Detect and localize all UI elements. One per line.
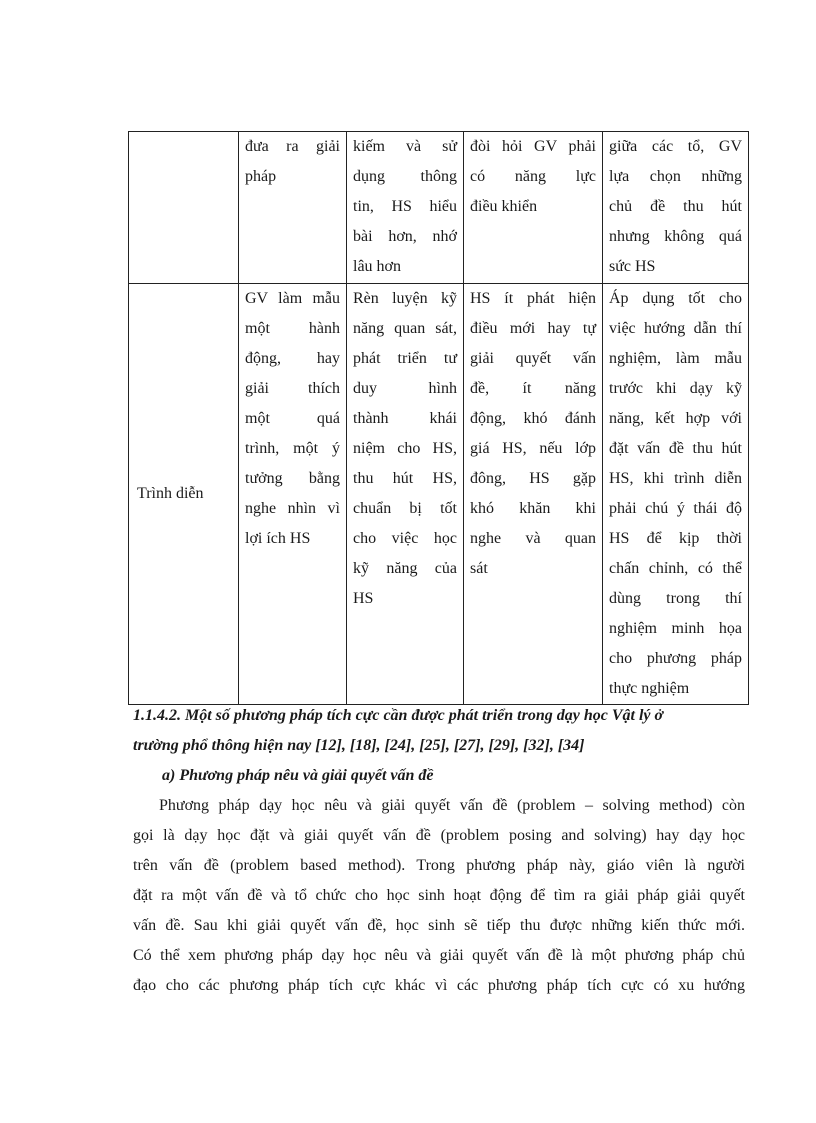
cell-line: đưa ra giải <box>245 138 340 155</box>
cell-line: lâu hơn <box>353 258 402 275</box>
cell-line: niệm cho HS, <box>353 440 457 457</box>
cell-line: Rèn luyện kỹ <box>353 290 457 307</box>
cell-line: giữa các tổ, GV <box>609 138 742 155</box>
cell-line: kỹ năng của <box>353 560 457 577</box>
cell-line: GV làm mẫu <box>245 290 340 307</box>
cell-line: nhưng không quá <box>609 228 742 245</box>
cell-line: HS <box>353 590 374 607</box>
cell-line: năng, kết hợp với <box>609 410 742 427</box>
section-heading-line: 1.1.4.2. Một số phương pháp tích cực cần được phát triển trong dạy học Vật lý ở <box>133 707 664 724</box>
method-name-cell: Trình diễn <box>129 284 239 705</box>
cell-line: lợi ích HS <box>245 530 311 547</box>
cell-line: nghiệm minh họa <box>609 620 742 637</box>
cell-line: phải chú ý thái độ <box>609 500 742 517</box>
table-cell <box>464 284 603 705</box>
cell-line: HS, khi trình diễn <box>609 470 742 487</box>
cell-line: động, hay <box>245 350 340 367</box>
cell-line: duy hình <box>353 380 457 397</box>
cell-line: điều khiển <box>470 198 538 215</box>
cell-line: kiếm và sử <box>353 138 457 155</box>
cell-line: trước khi dạy kỹ <box>609 380 742 397</box>
table-row <box>129 284 749 705</box>
table-cell <box>347 132 464 284</box>
paragraph-line: đạo cho các phương pháp tích cực khác vì các phương pháp tích cực có xu hướng <box>133 977 745 994</box>
cell-line: dùng trong thí <box>609 590 742 607</box>
cell-line: cho phương pháp <box>609 650 742 667</box>
cell-line: một hành <box>245 320 340 337</box>
cell-line: chuẩn bị tốt <box>353 500 457 517</box>
cell-line: giá HS, nếu lớp <box>470 440 596 457</box>
cell-line: HS để kịp thời <box>609 530 742 547</box>
cell-line: việc hướng dẫn thí <box>609 320 742 337</box>
methods-table <box>128 131 749 705</box>
cell-line: nghe nhìn vì <box>245 500 340 517</box>
cell-line: sát <box>470 560 488 577</box>
cell-line: chủ đề thu hút <box>609 198 742 215</box>
paragraph-line: Có thể xem phương pháp dạy học nêu và giải quyết vấn đề là một phương pháp chủ <box>133 947 745 964</box>
cell-line: trình, một ý <box>245 440 340 457</box>
cell-line: giải thích <box>245 380 340 397</box>
cell-line: nghe và quan <box>470 530 596 547</box>
table-cell <box>464 132 603 284</box>
cell-line: đòi hỏi GV phải <box>470 138 596 155</box>
cell-line: đông, HS gặp <box>470 470 596 487</box>
paragraph-line: trên vấn đề (problem based method). Trong phương pháp này, giáo viên là người <box>133 857 745 874</box>
cell-line: điều mới hay tự <box>470 320 596 337</box>
cell-line: pháp <box>245 168 277 185</box>
subsection-heading: a) Phương pháp nêu và giải quyết vấn đề <box>162 767 434 784</box>
paragraph-line: Phương pháp dạy học nêu và giải quyết vấn đề (problem – solving method) còn <box>159 797 745 814</box>
cell-line: sức HS <box>609 258 656 275</box>
paragraph-line: gọi là dạy học đặt và giải quyết vấn đề (problem posing and solving) hay dạy học <box>133 827 745 844</box>
table-cell <box>603 132 749 284</box>
table-cell <box>347 284 464 705</box>
cell-line: nghiệm, làm mẫu <box>609 350 742 367</box>
cell-line: đề, ít năng <box>470 380 596 397</box>
cell-line: có năng lực <box>470 168 596 185</box>
cell-line: phát triển tư <box>353 350 457 367</box>
cell-line: tưởng bằng <box>245 470 340 487</box>
method-name-cell <box>129 132 239 284</box>
cell-line: thành khái <box>353 410 457 427</box>
cell-line: chấn chỉnh, có thể <box>609 560 742 577</box>
cell-line: thu hút HS, <box>353 470 457 487</box>
table-row <box>129 132 749 284</box>
cell-line: dụng thông <box>353 168 457 185</box>
cell-line: đặt vấn đề thu hút <box>609 440 742 457</box>
cell-line: một quá <box>245 410 340 427</box>
cell-line: năng quan sát, <box>353 320 457 337</box>
section-heading-line: trường phổ thông hiện nay [12], [18], [24], [25], [27], [29], [32], [34] <box>133 737 585 754</box>
table-cell <box>239 132 347 284</box>
cell-line: động, khó đánh <box>470 410 596 427</box>
cell-line: thực nghiệm <box>609 680 690 697</box>
section-heading <box>133 701 745 761</box>
cell-line: cho việc học <box>353 530 457 547</box>
table-cell <box>239 284 347 705</box>
cell-line: HS ít phát hiện <box>470 290 596 307</box>
cell-line: giải quyết vấn <box>470 350 596 367</box>
paragraph-line: đặt ra một vấn đề và tổ chức cho học sinh hoạt động để tìm ra giải pháp giải quyết <box>133 887 745 904</box>
table-cell <box>603 284 749 705</box>
paragraph-line: vấn đề. Sau khi giải quyết vấn đề, học sinh sẽ tiếp thu được những kiến thức mới. <box>133 917 745 934</box>
cell-line: lựa chọn những <box>609 168 742 185</box>
cell-line: khó khăn khi <box>470 500 596 517</box>
body-paragraph <box>133 791 745 1001</box>
cell-line: Áp dụng tốt cho <box>609 290 742 307</box>
cell-line: tin, HS hiểu <box>353 198 457 215</box>
cell-line: bài hơn, nhớ <box>353 228 457 245</box>
